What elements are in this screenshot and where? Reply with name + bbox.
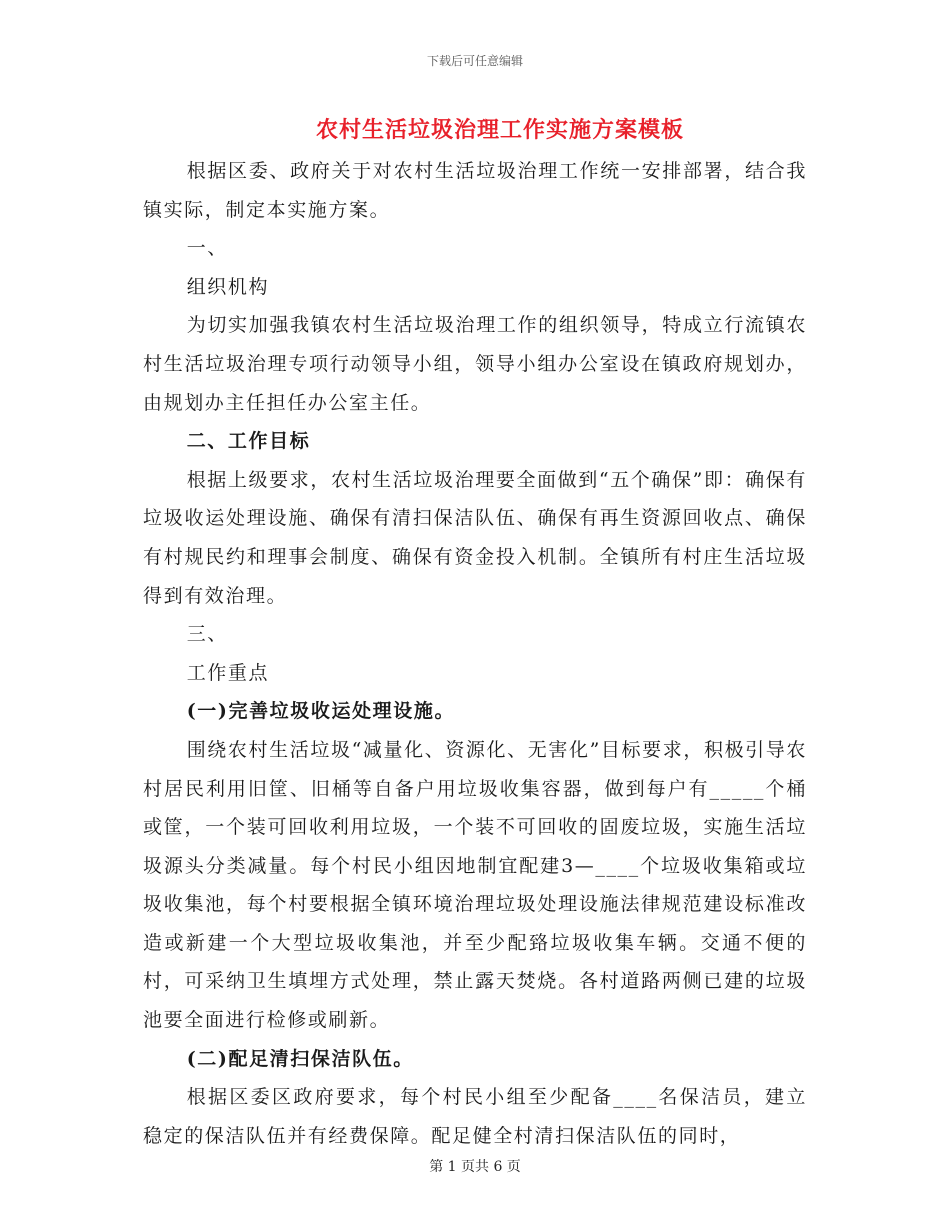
- page-footer: 第 1 页共 6 页: [429, 1159, 521, 1175]
- section-heading-3-number: 三、: [186, 623, 228, 646]
- section-heading-1-number: 一、: [186, 237, 228, 260]
- section-heading-1-title: 组织机构: [186, 275, 270, 298]
- body-paragraph: 根据上级要求，农村生活垃圾治理要全面做到“五个确保”即：确保有垃圾收运处理设施、确保有清扫保洁队伍、确保有再生资源回收点、确保有村规民约和理事会制度、确保有资金投入机制。全镇所有村庄生活垃圾得到有效治理。: [143, 468, 807, 607]
- subsection-heading-2: (二)配足清扫保洁队伍。: [186, 1047, 414, 1070]
- document-body: [143, 152, 807, 1155]
- body-paragraph: 根据区委区政府要求，每个村民小组至少配备____名保洁员，建立稳定的保洁队伍并有经费保障。配足健全村清扫保洁队伍的同时，: [143, 1086, 807, 1147]
- header-note: 下载后可任意编辑: [426, 54, 523, 68]
- section-heading-2: 二、工作目标: [186, 430, 311, 453]
- body-paragraph: 为切实加强我镇农村生活垃圾治理工作的组织领导，特成立行流镇农村生活垃圾治理专项行动领导小组，领导小组办公室设在镇政府规划办，由规划办主任担任办公室主任。: [143, 314, 807, 414]
- subsection-heading-1: (一)完善垃圾收运处理设施。: [186, 700, 456, 723]
- intro-paragraph: 根据区委、政府关于对农村生活垃圾治理工作统一安排部署，结合我镇实际，制定本实施方案。: [143, 160, 807, 221]
- body-paragraph: 围绕农村生活垃圾“减量化、资源化、无害化”目标要求，积极引导农村居民利用旧筐、旧桶等自备户用垃圾收集容器，做到每户有_____个桶或筐，一个装可回收利用垃圾，一个装不可回收的固废垃圾，实施生活垃圾源头分类减量。每个村民小组因地制宜配建3—____个垃圾收集箱或垃圾收集池，每个村要根据全镇环境治理垃圾处理设施法律规范建设标准改造或新建一个大型垃圾收集池，并至少配臵垃圾收集车辆。交通不便的村，可采纳卫生填埋方式处理，禁止露天焚烧。各村道路两侧已建的垃圾池要全面进行检修或刷新。: [143, 738, 807, 1032]
- document-title: 农村生活垃圾治理工作实施方案模板: [315, 117, 684, 143]
- section-heading-3-title: 工作重点: [186, 661, 270, 684]
